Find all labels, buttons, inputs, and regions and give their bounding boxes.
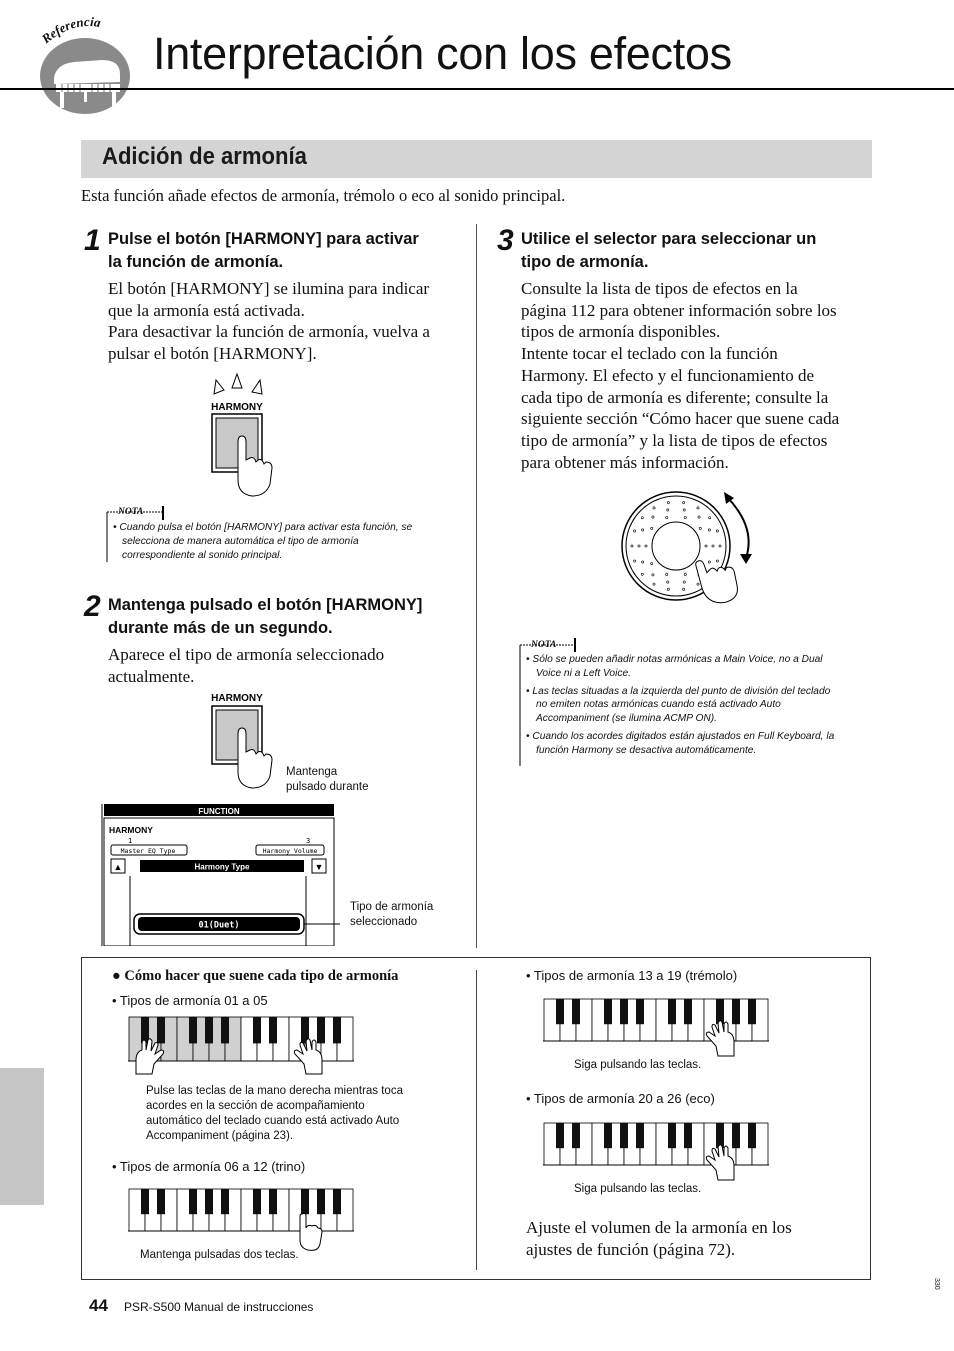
step-1-body: El botón [HARMONY] se ilumina para indicar que la armonía está activada. Para desactivar la función de armonía, vuelva a pulsar el botón [HARMONY]. [108, 279, 430, 364]
section-title: Adición de armonía [102, 143, 307, 170]
step-1-number: 1 [84, 224, 101, 257]
intro-text: Esta función añade efectos de armonía, trémolo o eco al sonido principal. [81, 186, 566, 205]
type-01-05-caption: Pulse las teclas de la mano derecha mientras toca acordes en la sección de acompañamiento automático del teclado cuando está activado Auto Accompaniment (página 23). [146, 1085, 403, 1142]
bullet-icon: ● [112, 968, 121, 984]
page-title: Interpretación con los efectos [153, 28, 732, 79]
pressing-hand-icon [292, 1212, 324, 1252]
harmony-label: HARMONY [211, 693, 263, 704]
harmony-label: HARMONY [211, 402, 263, 413]
box-divider [476, 970, 477, 1270]
lcd-right-field: Harmony Volume [262, 847, 318, 855]
step-2-body: Aparece el tipo de armonía seleccionado actualmente. [108, 645, 385, 686]
svg-text:1: 1 [128, 837, 133, 845]
lcd-display [100, 804, 340, 946]
column-divider [476, 224, 477, 948]
hold-caption: Mantenga pulsado durante [286, 766, 369, 793]
svg-text:Referencia [38, 14, 102, 47]
lcd-value: 01(Duet) [198, 920, 240, 931]
box-heading: ● Cómo hacer que suene cada tipo de armonía [112, 968, 399, 984]
step-2-heading: Mantenga pulsado el botón [HARMONY] durante más de un segundo. [108, 596, 423, 637]
step-3-number: 3 [497, 224, 514, 257]
note-3-tag: NOTA [531, 640, 557, 650]
type-01-05-label: • Tipos de armonía 01 a 05 [112, 993, 268, 1008]
data-dial-illustration [616, 488, 762, 624]
step-1-heading: Pulse el botón [HARMONY] para activar la función de armonía. [108, 230, 419, 271]
type-06-12-caption: Mantenga pulsadas dos teclas. [140, 1249, 299, 1261]
harmony-button-hold-illustration [200, 688, 280, 798]
svg-text:▲: ▲ [113, 862, 123, 872]
echo-hand-icon [700, 1144, 740, 1184]
right-hand-icon [288, 1038, 328, 1078]
note-1-tag: NOTA [118, 507, 144, 517]
type-06-12-label: • Tipos de armonía 06 a 12 (trino) [112, 1159, 306, 1174]
step-3-heading: Utilice el selector para seleccionar un tipo de armonía. [521, 230, 817, 271]
title-rule [0, 88, 954, 90]
side-tab [0, 1068, 44, 1205]
badge-label: Referencia [38, 14, 102, 47]
svg-text:3: 3 [306, 837, 311, 845]
step-3-body: Consulte la lista de tipos de efectos en la página 112 para obtener información sobre los tipos de armonía disponibles. Intente tocar el teclado con la función Harmony. El efecto y el funcionamiento de cada tipo de armonía es diferente; consulte la siguiente sección “Cómo hacer que suene cada tipo de armonía” y la lista de tipos de efectos para obtener más información. [521, 279, 840, 472]
footer-code: 330 [933, 1278, 940, 1290]
closing-text: Ajuste el volumen de la armonía en los ajustes de función (página 72). [526, 1218, 792, 1259]
harmony-button-lit-illustration [200, 372, 280, 502]
left-hand-icon [130, 1038, 170, 1078]
type-13-19-label: • Tipos de armonía 13 a 19 (trémolo) [526, 968, 738, 983]
page-number: 44 [89, 1296, 108, 1315]
type-20-26-caption: Siga pulsando las teclas. [574, 1183, 702, 1195]
note-1-text: • Cuando pulsa el botón [HARMONY] para activar esta función, se selecciona de manera automática el tipo de armonía correspondiente al sonido principal. [113, 522, 413, 561]
type-20-26-label: • Tipos de armonía 20 a 26 (eco) [526, 1091, 715, 1106]
lcd-center-field: Harmony Type [194, 862, 250, 872]
lcd-mode: HARMONY [109, 825, 153, 835]
svg-text:▼: ▼ [314, 862, 324, 872]
step-2-number: 2 [84, 590, 101, 623]
referencia-badge-text [38, 14, 138, 54]
tremolo-hand-icon [700, 1020, 740, 1060]
lcd-header: FUNCTION [198, 807, 240, 816]
type-13-19-caption: Siga pulsando las teclas. [574, 1059, 702, 1071]
footer-manual: PSR-S500 Manual de instrucciones [124, 1300, 314, 1314]
note-3-text: • Sólo se pueden añadir notas armónicas a Main Voice, no a Dual Voice ni a Left Voice. • Las teclas situadas a la izquierda del punto de división del teclado no emiten notas armónicas cuando está activado Auto Accompaniment (se ilumina ACMP ON). • Cuando los acordes digitados están ajustados en Full Keyboard, la función Harmony se desactiva automáticamente. [526, 654, 835, 756]
lcd-left-field: Master EQ Type [120, 847, 176, 855]
type-caption: Tipo de armonía seleccionado [350, 901, 434, 928]
